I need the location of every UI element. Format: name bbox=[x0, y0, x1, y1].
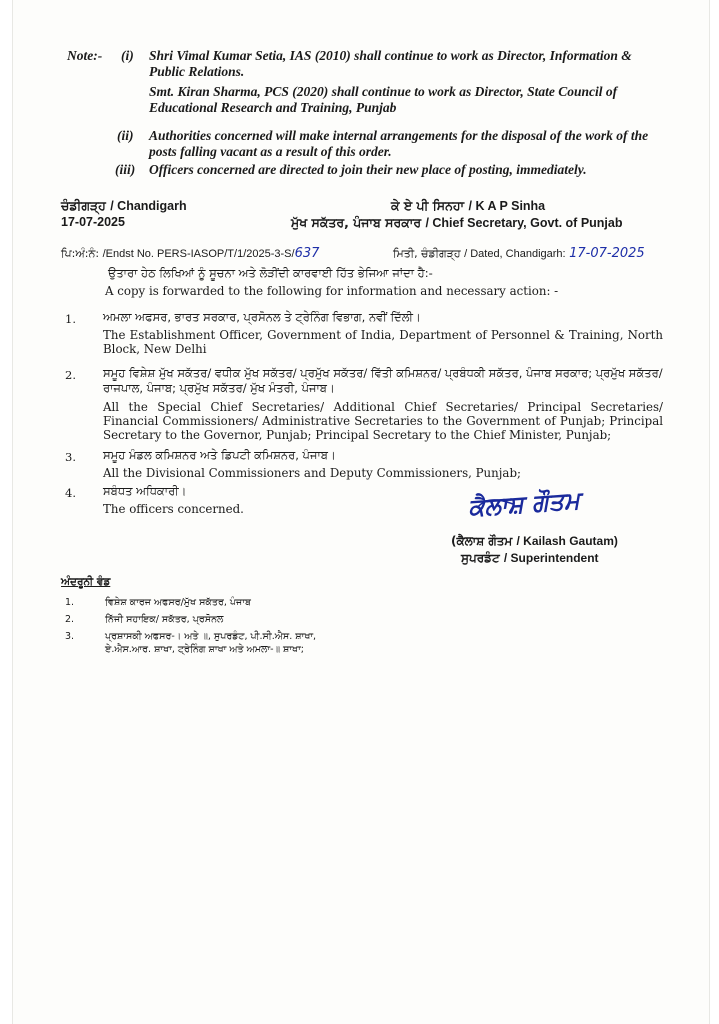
superintendent-name bbox=[451, 534, 618, 549]
note-item-1-text: Shri Vimal Kumar Setia, IAS (2010) shall continue to work as Director, Information & Public Relations. bbox=[149, 48, 632, 79]
place-en: / Chandigarh bbox=[110, 199, 187, 213]
note-item-2-text: Authorities concerned will make internal arrangements for the disposal of the work of the posts falling vacant as a result of this order. bbox=[149, 128, 649, 159]
copy-3-en: All the Divisional Commissioners and Deputy Commissioners, Punjab; bbox=[103, 466, 521, 480]
copy-2-pa: ਸਮੂਹ ਵਿਸ਼ੇਸ਼ ਮੁੱਖ ਸਕੱਤਰ/ ਵਧੀਕ ਮੁੱਖ ਸਕੱਤਰ/ ਪ੍ਰਮੁੱਖ ਸਕੱਤਰ/ ਵਿੱਤੀ ਕਮਿਸ਼ਨਰ/ ਪ੍ਰਬੰਧਕੀ ਸਕੱਤਰ, ਪੰਜਾਬ ਸਰਕਾਰ; ਪ੍ਰਮੁੱਖ ਸਕੱਤਰ/ ਰਾਜਪਾਲ, ਪੰਜਾਬ; ਪ੍ਰਮੁੱਖ ਸਕੱਤਰ/ ਮੁੱਖ ਮੰਤਰੀ, ਪੰਜਾਬ। bbox=[103, 366, 663, 395]
note-item-3-text: Officers concerned are directed to join their new place of posting, immediately. bbox=[149, 162, 587, 177]
place-pa: ਚੰਡੀਗੜ੍ਹ bbox=[61, 198, 106, 213]
forward-line-pa: ਉਤਾਰਾ ਹੇਠ ਲਿਖਿਆਂ ਨੂੰ ਸੂਚਨਾ ਅਤੇ ਲੋੜੀਂਦੀ ਕਾਰਵਾਈ ਹਿੱਤ ਭੇਜਿਆ ਜਾਂਦਾ ਹੈ:- bbox=[108, 266, 433, 280]
note-label: Note:- bbox=[67, 48, 103, 63]
copy-3-num: 3. bbox=[65, 450, 76, 464]
endorsement-number-handwritten: 637 bbox=[294, 246, 320, 261]
order-date: 17-07-2025 bbox=[61, 215, 125, 229]
copy-3-pa: ਸਮੂਹ ਮੰਡਲ ਕਮਿਸ਼ਨਰ ਅਤੇ ਡਿਪਟੀ ਕਮਿਸ਼ਨਰ, ਪੰਜਾਬ। bbox=[103, 448, 336, 462]
dated-pa: ਮਿਤੀ, ਚੰਡੀਗੜ੍ਹ bbox=[393, 247, 461, 260]
copy-4-en: The officers concerned. bbox=[103, 502, 244, 516]
internal-2-text: ਨਿੱਜੀ ਸਹਾਇਕ/ ਸਕੱਤਰ, ਪ੍ਰਸੋਨਲ bbox=[105, 614, 224, 625]
copy-2-num: 2. bbox=[65, 368, 76, 382]
endorsement-prefix-pa: ਪਿ:ਅੰ:ਨੰ: bbox=[61, 247, 100, 260]
superintendent-signature: ਕੈਲਾਸ਼ ਗੌਤਮ bbox=[467, 486, 581, 522]
dated-en: / Dated, Chandigarh: bbox=[464, 248, 566, 260]
signatory-designation bbox=[291, 215, 623, 231]
dated-handwritten: 17-07-2025 bbox=[569, 246, 645, 261]
copy-2-en: All the Special Chief Secretaries/ Additional Chief Secretaries/ Principal Secretaries/ Financial Commissioners/ Administrative Secretaries to the Government of Punjab; Principal Secretary to the Governor, Punjab; Principal Secretary to the Chief Minister, Punjab; bbox=[103, 400, 663, 442]
copy-4-pa: ਸਬੰਧਤ ਅਧਿਕਾਰੀ। bbox=[103, 484, 187, 498]
copy-4-num: 4. bbox=[65, 486, 76, 500]
signatory-name bbox=[391, 198, 545, 214]
copy-1-en: The Establishment Officer, Government of India, Department of Personnel & Training, North Block, New Delhi bbox=[103, 328, 663, 356]
superintendent-name-en: / Kailash Gautam) bbox=[516, 534, 618, 548]
endorsement-number-text: /Endst No. PERS-IASOP/T/1/2025-3-S/ bbox=[102, 248, 295, 260]
internal-3-num: 3. bbox=[65, 631, 75, 642]
forward-line-en: A copy is forwarded to the following for information and necessary action: - bbox=[105, 284, 559, 298]
signatory-designation-en: / Chief Secretary, Govt. of Punjab bbox=[425, 216, 623, 230]
place-line bbox=[61, 198, 187, 214]
note-item-1-num: (i) bbox=[121, 48, 134, 63]
endorsement-dated bbox=[393, 246, 645, 261]
internal-1-text: ਵਿਸ਼ੇਸ਼ ਕਾਰਜ ਅਫਸਰ/ਮੁੱਖ ਸਕੱਤਰ, ਪੰਜਾਬ bbox=[105, 597, 251, 608]
internal-2-num: 2. bbox=[65, 614, 75, 625]
internal-3-text: ਪ੍ਰਸ਼ਾਸਕੀ ਅਫਸਰ-। ਅਤੇ ॥, ਸੁਪਰਡੰਟ, ਪੀ.ਸੀ.ਐਸ. ਸ਼ਾਖਾ, ਏ.ਐਸ.ਆਰ. ਸ਼ਾਖਾ, ਟ੍ਰੇਨਿੰਗ ਸ਼ਾਖਾ ਅਤੇ ਅਮਲਾ-॥ ਸ਼ਾਖਾ; bbox=[105, 631, 317, 655]
note-item-3-num: (iii) bbox=[115, 162, 136, 177]
document-page bbox=[12, 0, 710, 1024]
signatory-name-pa: ਕੇ ਏ ਪੀ ਸਿਨਹਾ bbox=[391, 198, 465, 213]
internal-heading: ਅੰਦਰੂਨੀ ਵੰਡ bbox=[61, 576, 111, 588]
endorsement-number bbox=[61, 246, 319, 261]
superintendent-name-pa: (ਕੈਲਾਸ਼ ਗੌਤਮ bbox=[451, 534, 513, 548]
superintendent-designation bbox=[461, 551, 599, 566]
internal-1-num: 1. bbox=[65, 597, 75, 608]
note-item-1b-text: Smt. Kiran Sharma, PCS (2020) shall continue to work as Director, State Council of Educational Research and Training, Punjab bbox=[149, 84, 618, 115]
superintendent-designation-en: / Superintendent bbox=[503, 551, 599, 565]
signatory-designation-pa: ਮੁੱਖ ਸਕੱਤਰ, ਪੰਜਾਬ ਸਰਕਾਰ bbox=[291, 215, 422, 230]
copy-1-pa: ਅਮਲਾ ਅਫਸਰ, ਭਾਰਤ ਸਰਕਾਰ, ਪ੍ਰਸੋਨਲ ਤੇ ਟ੍ਰੇਨਿੰਗ ਵਿਭਾਗ, ਨਵੀਂ ਦਿੱਲੀ। bbox=[103, 310, 421, 324]
signature-flourish-icon bbox=[475, 496, 515, 512]
superintendent-designation-pa: ਸੁਪਰਡੰਟ bbox=[461, 551, 500, 565]
signatory-name-en: / K A P Sinha bbox=[468, 199, 546, 213]
copy-1-num: 1. bbox=[65, 312, 76, 326]
note-item-2-num: (ii) bbox=[117, 128, 134, 143]
